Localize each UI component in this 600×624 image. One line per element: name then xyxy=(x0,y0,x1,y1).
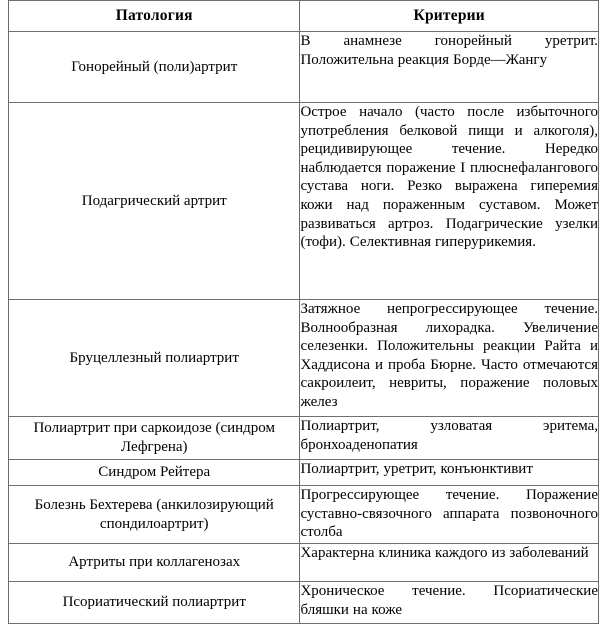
criteria-text: Хроническое течение. Псориатические бляшки на коже xyxy=(300,583,598,618)
column-header-pathology: Патология xyxy=(9,1,300,32)
cell-criteria xyxy=(300,544,599,582)
cell-pathology: Подагрический артрит xyxy=(9,103,300,300)
cell-criteria xyxy=(300,486,599,544)
cell-criteria xyxy=(300,417,599,460)
criteria-text: Острое начало (часто после избыточного употребления белковой пищи и алкоголя), рецидивирующее течение. Нередко наблюдается поражение I плюснефалангового сустава ноги. Резко выражена гиперемия кожи над пораженным суставом. Может развиваться артроз. Подагрические узелки (тофи). Селективная гиперурикемия. xyxy=(300,104,598,251)
table-header xyxy=(9,1,599,32)
cell-criteria xyxy=(300,300,599,417)
table-row xyxy=(9,103,599,300)
cell-pathology: Болезнь Бехтерева (анкилозирующий спондилоартрит) xyxy=(9,486,300,544)
table-row xyxy=(9,582,599,624)
cell-pathology: Артриты при коллагенозах xyxy=(9,544,300,582)
cell-criteria xyxy=(300,582,599,624)
cell-pathology: Псориатический полиартрит xyxy=(9,582,300,624)
cell-criteria xyxy=(300,103,599,300)
criteria-text: Полиартрит, узловатая эритема, бронхоаденопатия xyxy=(300,418,598,453)
cell-criteria xyxy=(300,32,599,103)
table-row xyxy=(9,417,599,460)
cell-pathology: Гонорейный (поли)артрит xyxy=(9,32,300,103)
criteria-text: В анамнезе гонорейный уретрит. Положительна реакция Борде—Жангу xyxy=(300,33,598,68)
differential-diagnosis-table xyxy=(8,0,599,624)
cell-pathology: Полиартрит при саркоидозе (синдром Лефгрена) xyxy=(9,417,300,460)
cell-pathology: Синдром Рейтера xyxy=(9,460,300,486)
table-row xyxy=(9,544,599,582)
cell-pathology: Бруцеллезный полиартрит xyxy=(9,300,300,417)
criteria-text: Характерна клиника каждого из заболеваний xyxy=(300,545,589,561)
criteria-text: Затяжное непрогрессирующее течение. Волнообразная лихорадка. Увеличение селезенки. Положительны реакции Райта и Хаддисона и проба Бюрне. Часто отмечаются сакроилеит, невриты, поражение половых желез xyxy=(300,301,598,410)
table-row xyxy=(9,32,599,103)
cell-criteria xyxy=(300,460,599,486)
criteria-text: Прогрессирующее течение. Поражение суставно-связочного аппарата позвоночного столба xyxy=(300,487,598,541)
table-row xyxy=(9,486,599,544)
table-row xyxy=(9,460,599,486)
column-header-criteria: Критерии xyxy=(300,1,599,32)
table-body xyxy=(9,32,599,624)
criteria-text: Полиартрит, уретрит, конъюнктивит xyxy=(300,461,533,477)
table-row xyxy=(9,300,599,417)
table-header-row xyxy=(9,1,599,32)
